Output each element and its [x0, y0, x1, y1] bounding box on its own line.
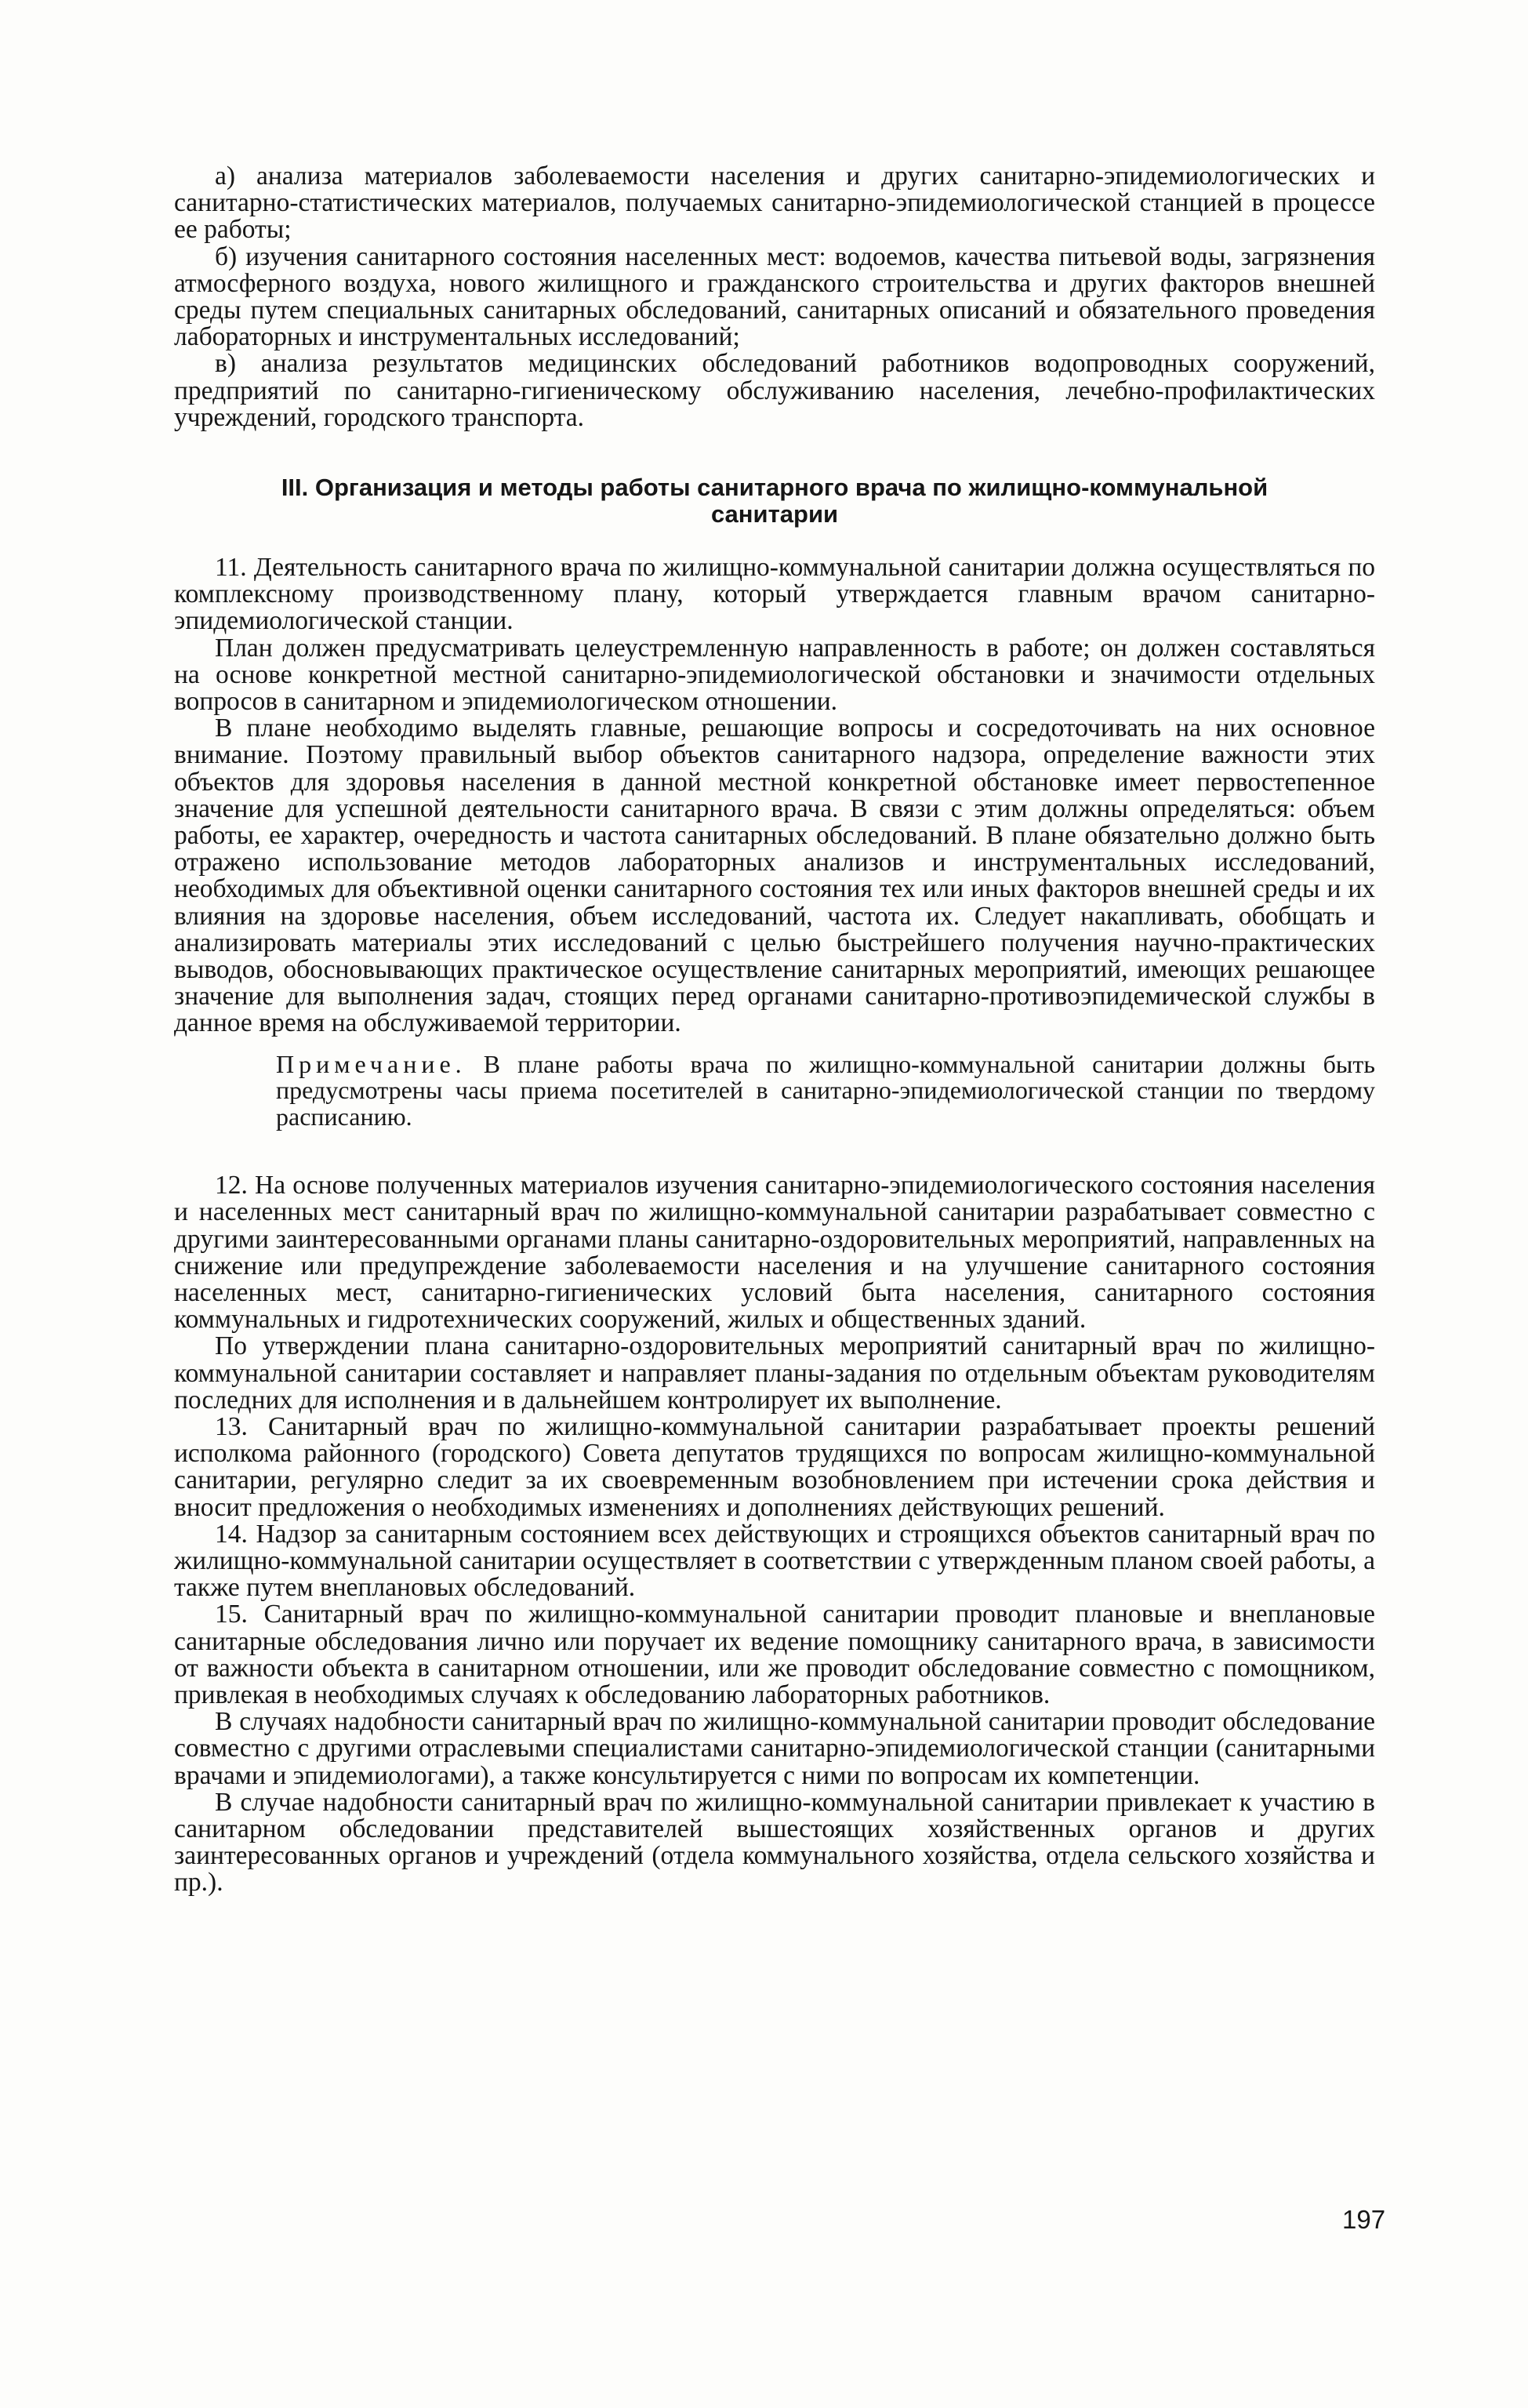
paragraph-11: 11. Деятельность санитарного врача по жилищно-коммунальной санитарии должна осуществляться по комплексному производственному плану, который утверждается главным врачом санитарно-эпидемиологической станции. [174, 553, 1375, 636]
note [174, 1051, 1375, 1131]
paragraph-representatives: В случае надобности санитарный врач по жилищно-коммунальной санитарии привлекает к участию в санитарном обследовании представителей вышестоящих хозяйственных органов и других заинтересованных органов и учреждений (отдела коммунального хозяйства, отдела сельского хозяйства и пр.). [174, 1787, 1375, 1898]
page-number: 197 [1342, 2205, 1386, 2234]
paragraph-specialists: В случаях надобности санитарный врач по жилищно-коммунальной санитарии проводит обследование совместно с другими отраслевыми специалистами санитарно-эпидемиологической станции (санитарными врачами и эпидемиологами), а также консультируется с ними по вопросам их компетенции. [174, 1707, 1375, 1790]
note-text: В плане работы врача по жилищно-коммунальной санитарии должны быть предусмотрены часы приема посетителей в санитарно-эпидемиологической станции по твердому расписанию. [276, 1049, 1376, 1131]
paragraph-a: а) анализа материалов заболеваемости населения и других санитарно-эпидемиологических и санитарно-статистических материалов, получаемых санитарно-эпидемиологической станцией в процессе ее работы; [174, 162, 1375, 245]
paragraph-14: 14. Надзор за санитарным состоянием всех действующих и строящихся объектов санитарный врач по жилищно-коммунальной санитарии осуществляет в соответствии с утвержденным планом своей работы, а также путем внеплановых обследований. [174, 1519, 1375, 1603]
paragraph-v: в) анализа результатов медицинских обследований работников водопроводных сооружений, предприятий по санитарно-гигиеническому обслуживанию населения, лечебно-профилактических учреждений, городского транспорта. [174, 349, 1375, 432]
paragraph-13: 13. Санитарный врач по жилищно-коммунальной санитарии разрабатывает проекты решений исполкома районного (городского) Совета депутатов трудящихся по вопросам жилищно-коммунальной санитарии, регулярно следит за их своевременным возобновлением при истечении срока действия и вносит предложения о необходимых изменениях и дополнениях действующих решений. [174, 1412, 1375, 1522]
paragraph-b: б) изучения санитарного состояния населенных мест: водоемов, качества питьевой воды, загрязнения атмосферного воздуха, нового жилищного и гражданского строительства и других факторов внешней среды путем специальных санитарных обследований, санитарных описаний и обязательного проведения лабораторных и инструментальных исследований; [174, 242, 1375, 352]
paragraph-15: 15. Санитарный врач по жилищно-коммунальной санитарии проводит плановые и внеплановые санитарные обследования лично или поручает их ведение помощнику санитарного врача, в зависимости от важности объекта в санитарном отношении, или же проводит обследование совместно с помощником, привлекая в необходимых случаях к обследованию лабораторных работников. [174, 1600, 1375, 1710]
paragraph-plan-approval: По утверждении плана санитарно-оздоровительных мероприятий санитарный врач по жилищно-коммунальной санитарии составляет и направляет планы-задания по отдельным объектам руководителям последних для исполнения и в дальнейшем контролирует их выполнение. [174, 1331, 1375, 1415]
paragraph-12: 12. На основе полученных материалов изучения санитарно-эпидемиологического состояния населения и населенных мест санитарный врач по жилищно-коммунальной санитарии разрабатывает совместно с другими заинтересованными органами планы санитарно-оздоровительных мероприятий, направленных на снижение или предупреждение заболеваемости населения и на улучшение санитарного состояния населенных мест, санитарно-гигиенических условий быта населения, санитарного состояния коммунальных и гидротехнических сооружений, жилых и общественных зданий. [174, 1171, 1375, 1335]
paragraph-plan-details: В плане необходимо выделять главные, решающие вопросы и сосредоточивать на них основное внимание. Поэтому правильный выбор объектов санитарного надзора, определение важности этих объектов для здоровья населения в данной местной конкретной обстановке имеет первостепенное значение для успешной деятельности санитарного врача. В связи с этим должны определяться: объем работы, ее характер, очередность и частота санитарных обследований. В плане обязательно должно быть отражено использование методов лабораторных анализов и инструментальных исследований, необходимых для объективной оценки санитарного состояния тех или иных факторов внешней среды и их влияния на здоровье населения, объем исследований, частота их. Следует накапливать, обобщать и анализировать материалы этих исследований с целью быстрейшего получения научно-практических выводов, обосновывающих практическое осуществление санитарных мероприятий, имеющих решающее значение для выполнения задач, стоящих перед органами санитарно-противоэпидемической службы в данное время на обслуживаемой территории. [174, 714, 1375, 1038]
note-label: Примечание. [276, 1049, 466, 1078]
text-column [174, 163, 1375, 1897]
section-title: III. Организация и методы работы санитарного врача по жилищно-коммунальной санитарии [281, 474, 1268, 528]
paragraph-plan: План должен предусматривать целеустремленную направленность в работе; он должен составляться на основе конкретной местной санитарно-эпидемиологической обстановки и значимости отдельных вопросов в санитарном и эпидемиологическом отношении. [174, 633, 1375, 717]
